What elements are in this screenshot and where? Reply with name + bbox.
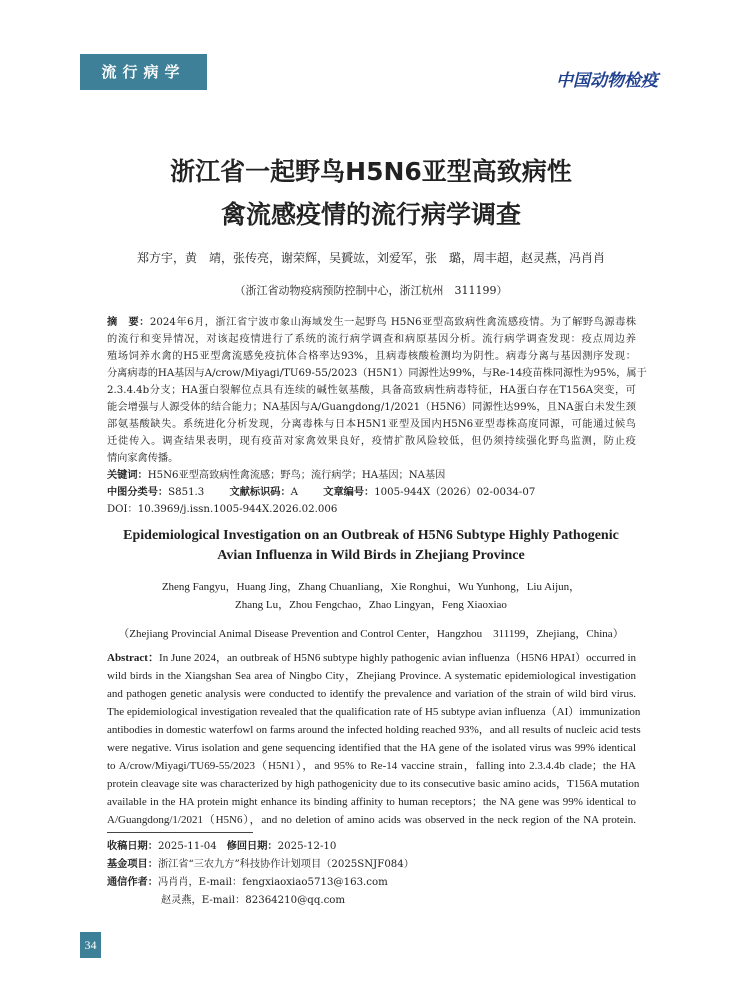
received-date: 2025-11-04 <box>157 841 217 852</box>
affiliation-cn: （浙江省动物疫病预防控制中心，浙江杭州 311199） <box>234 284 508 297</box>
title-en-line-2: Avian Influenza in Wild Birds in Zhejiang Province <box>217 548 525 563</box>
affiliation-en: （Zhejiang Provincial Animal Disease Prevention and Control Center，Hangzhou 311199，Zhejiang，China） <box>118 628 624 640</box>
authors-en-line-2: Zhang Lu，Zhou Fengchao，Zhao Lingyan，Feng Xiaoxiao <box>235 599 507 611</box>
abstract-en-line: and pathogen genetic analysis were conducted to identify the prevalence and variation of the strain of wild bird virus. <box>107 688 636 700</box>
page-number: 34 <box>80 932 101 958</box>
abstract-cn-text: 2024年6月，浙江省宁波市象山海域发生一起野鸟 H5N6亚型高致病性禽流感疫情。为了解野鸟源毒株 <box>149 317 637 328</box>
authors-en-line-1: Zheng Fangyu，Huang Jing，Zhang Chuanliang，Xie Ronghui，Wu Yunhong，Liu Aijun， <box>161 581 581 593</box>
footnote-corresponding <box>107 874 636 891</box>
abstract-cn-line <box>107 314 636 331</box>
abstract-en-label: Abstract： <box>107 652 160 664</box>
abstract-cn-line: 分离病毒的HA基因与A/crow/Miyagi/TU69-55/2023（H5N1）同源性达99%，与Re-14疫苗株同源性为95%，属于 <box>107 368 647 379</box>
abstract-en-line: available in the HA protein might enhance its binding affinity to human receptors；the NA gene was 99% identical to <box>107 796 636 808</box>
abstract-cn-label: 摘 要： <box>107 317 150 328</box>
abstract-en-line: were negative. Virus isolation and gene sequencing identified that the HA gene of the isolated virus was 99% identical <box>107 742 636 754</box>
clc-value: S851.3 <box>168 487 205 498</box>
footnote-dates <box>107 838 636 855</box>
abstract-en-line: to A/crow/Miyagi/TU69-55/2023（H5N1），and 95% to Re-14 vaccine strain，falling into 2.3.4.4b clade；the HA <box>107 760 636 772</box>
abstract-cn-line: 迁徙传入。调查结果表明，现有疫苗对家禽效果良好，疫情扩散风险较低，但仍须持续强化野鸟监测，防止疫 <box>107 436 636 447</box>
fund-value: 浙江省“三农九方”科技协作计划项目（2025SNJF084） <box>157 859 414 870</box>
article-no-value: 1005-944X（2026）02-0034-07 <box>374 487 536 498</box>
abstract-cn-line: 能会增强与人源受体的结合能力；NA基因与A/Guangdong/1/2021（H5N6）同源性达99%，且NA蛋白未发生颈 <box>107 402 636 413</box>
abstract-cn-line: 部氨基酸缺失。系统进化分析发现，分离毒株与日本H5N1亚型及国内H5N6亚型毒株高度同源，可能通过候鸟 <box>107 419 636 430</box>
section-tag: 流行病学 <box>80 54 207 90</box>
abstract-en-line: antibodies in domestic waterfowl on farms around the infected holding reached 93%，and all results of nucleic acid tests <box>107 724 641 736</box>
abstract-en-line: A/Guangdong/1/2021（H5N6），and no deletion of amino acids was observed in the neck region of the NA protein. <box>107 814 636 826</box>
received-label: 收稿日期： <box>107 841 158 852</box>
clc-label: 中图分类号： <box>107 487 169 498</box>
keywords <box>107 467 636 484</box>
doc-code-value: A <box>290 487 299 498</box>
title-cn-line-1: 浙江省一起野鸟H5N6亚型高致病性 <box>170 157 572 186</box>
abstract-cn-line: 2.3.4.4b分支；HA蛋白裂解位点具有连续的碱性氨基酸，具备高致病性病毒特征，HA蛋白存在T156A突变，可 <box>107 385 636 396</box>
title-cn-line-2: 禽流感疫情的流行病学调查 <box>220 200 521 229</box>
journal-logo: 中国动物检疫 <box>556 71 658 91</box>
abstract-cn-line: 殖场饲养水禽的H5亚型禽流感免疫抗体合格率达93%，且病毒核酸检测均为阴性。病毒分离与基因测序发现： <box>107 351 636 362</box>
abstract-en-line: protein cleavage site was characterized by high pathogenicity due to its consecutive basic amino acids，T156A mutation <box>107 778 640 790</box>
abstract-cn-line: 的流行和变异情况，对该起疫情进行了系统的流行病学调查和病原基因分析。流行病学调查发现：疫点周边养 <box>107 334 636 345</box>
revised-date: 2025-12-10 <box>277 841 337 852</box>
abstract-en-line: The epidemiological investigation revealed that the qualification rate of H5 subtype avian influenza（AI）immunization <box>107 706 641 718</box>
footnote-divider <box>107 832 253 833</box>
footnote-fund <box>107 856 636 873</box>
abstract-en-text: In June 2024，an outbreak of H5N6 subtype highly pathogenic avian influenza（H5N6 HPAI）occurred in <box>159 652 636 664</box>
corr-label: 通信作者： <box>107 877 158 888</box>
doc-code-label: 文献标识码： <box>229 487 291 498</box>
classification <box>107 484 636 501</box>
article-no-label: 文章编号： <box>323 487 375 498</box>
keywords-value: H5N6亚型高致病性禽流感；野鸟；流行病学；HA基因；NA基因 <box>147 470 446 481</box>
authors-cn: 郑方宇，黄 靖，张传亮，谢荣辉，吴贇竑，刘爱军，张 璐，周丰超，赵灵燕，冯肖肖 <box>136 251 605 265</box>
abstract-en-line <box>107 649 636 667</box>
fund-label: 基金项目： <box>107 859 158 870</box>
revised-label: 修回日期： <box>226 841 278 852</box>
corr-author-2: 赵灵燕，E-mail：82364210@qq.com <box>161 895 346 906</box>
abstract-en-line: wild birds in the Xiangshan Sea area of Ningbo City，Zhejiang Province. A systematic epidemiological investigation <box>107 670 636 682</box>
abstract-cn-line: 情向家禽传播。 <box>107 453 179 464</box>
doi: DOI：10.3969/j.issn.1005-944X.2026.02.006 <box>107 504 338 515</box>
corr-author-1: 冯肖肖，E-mail：fengxiaoxiao5713@163.com <box>157 877 388 888</box>
keywords-label: 关键词： <box>107 470 148 481</box>
title-en-line-1: Epidemiological Investigation on an Outbreak of H5N6 Subtype Highly Pathogenic <box>123 528 619 543</box>
